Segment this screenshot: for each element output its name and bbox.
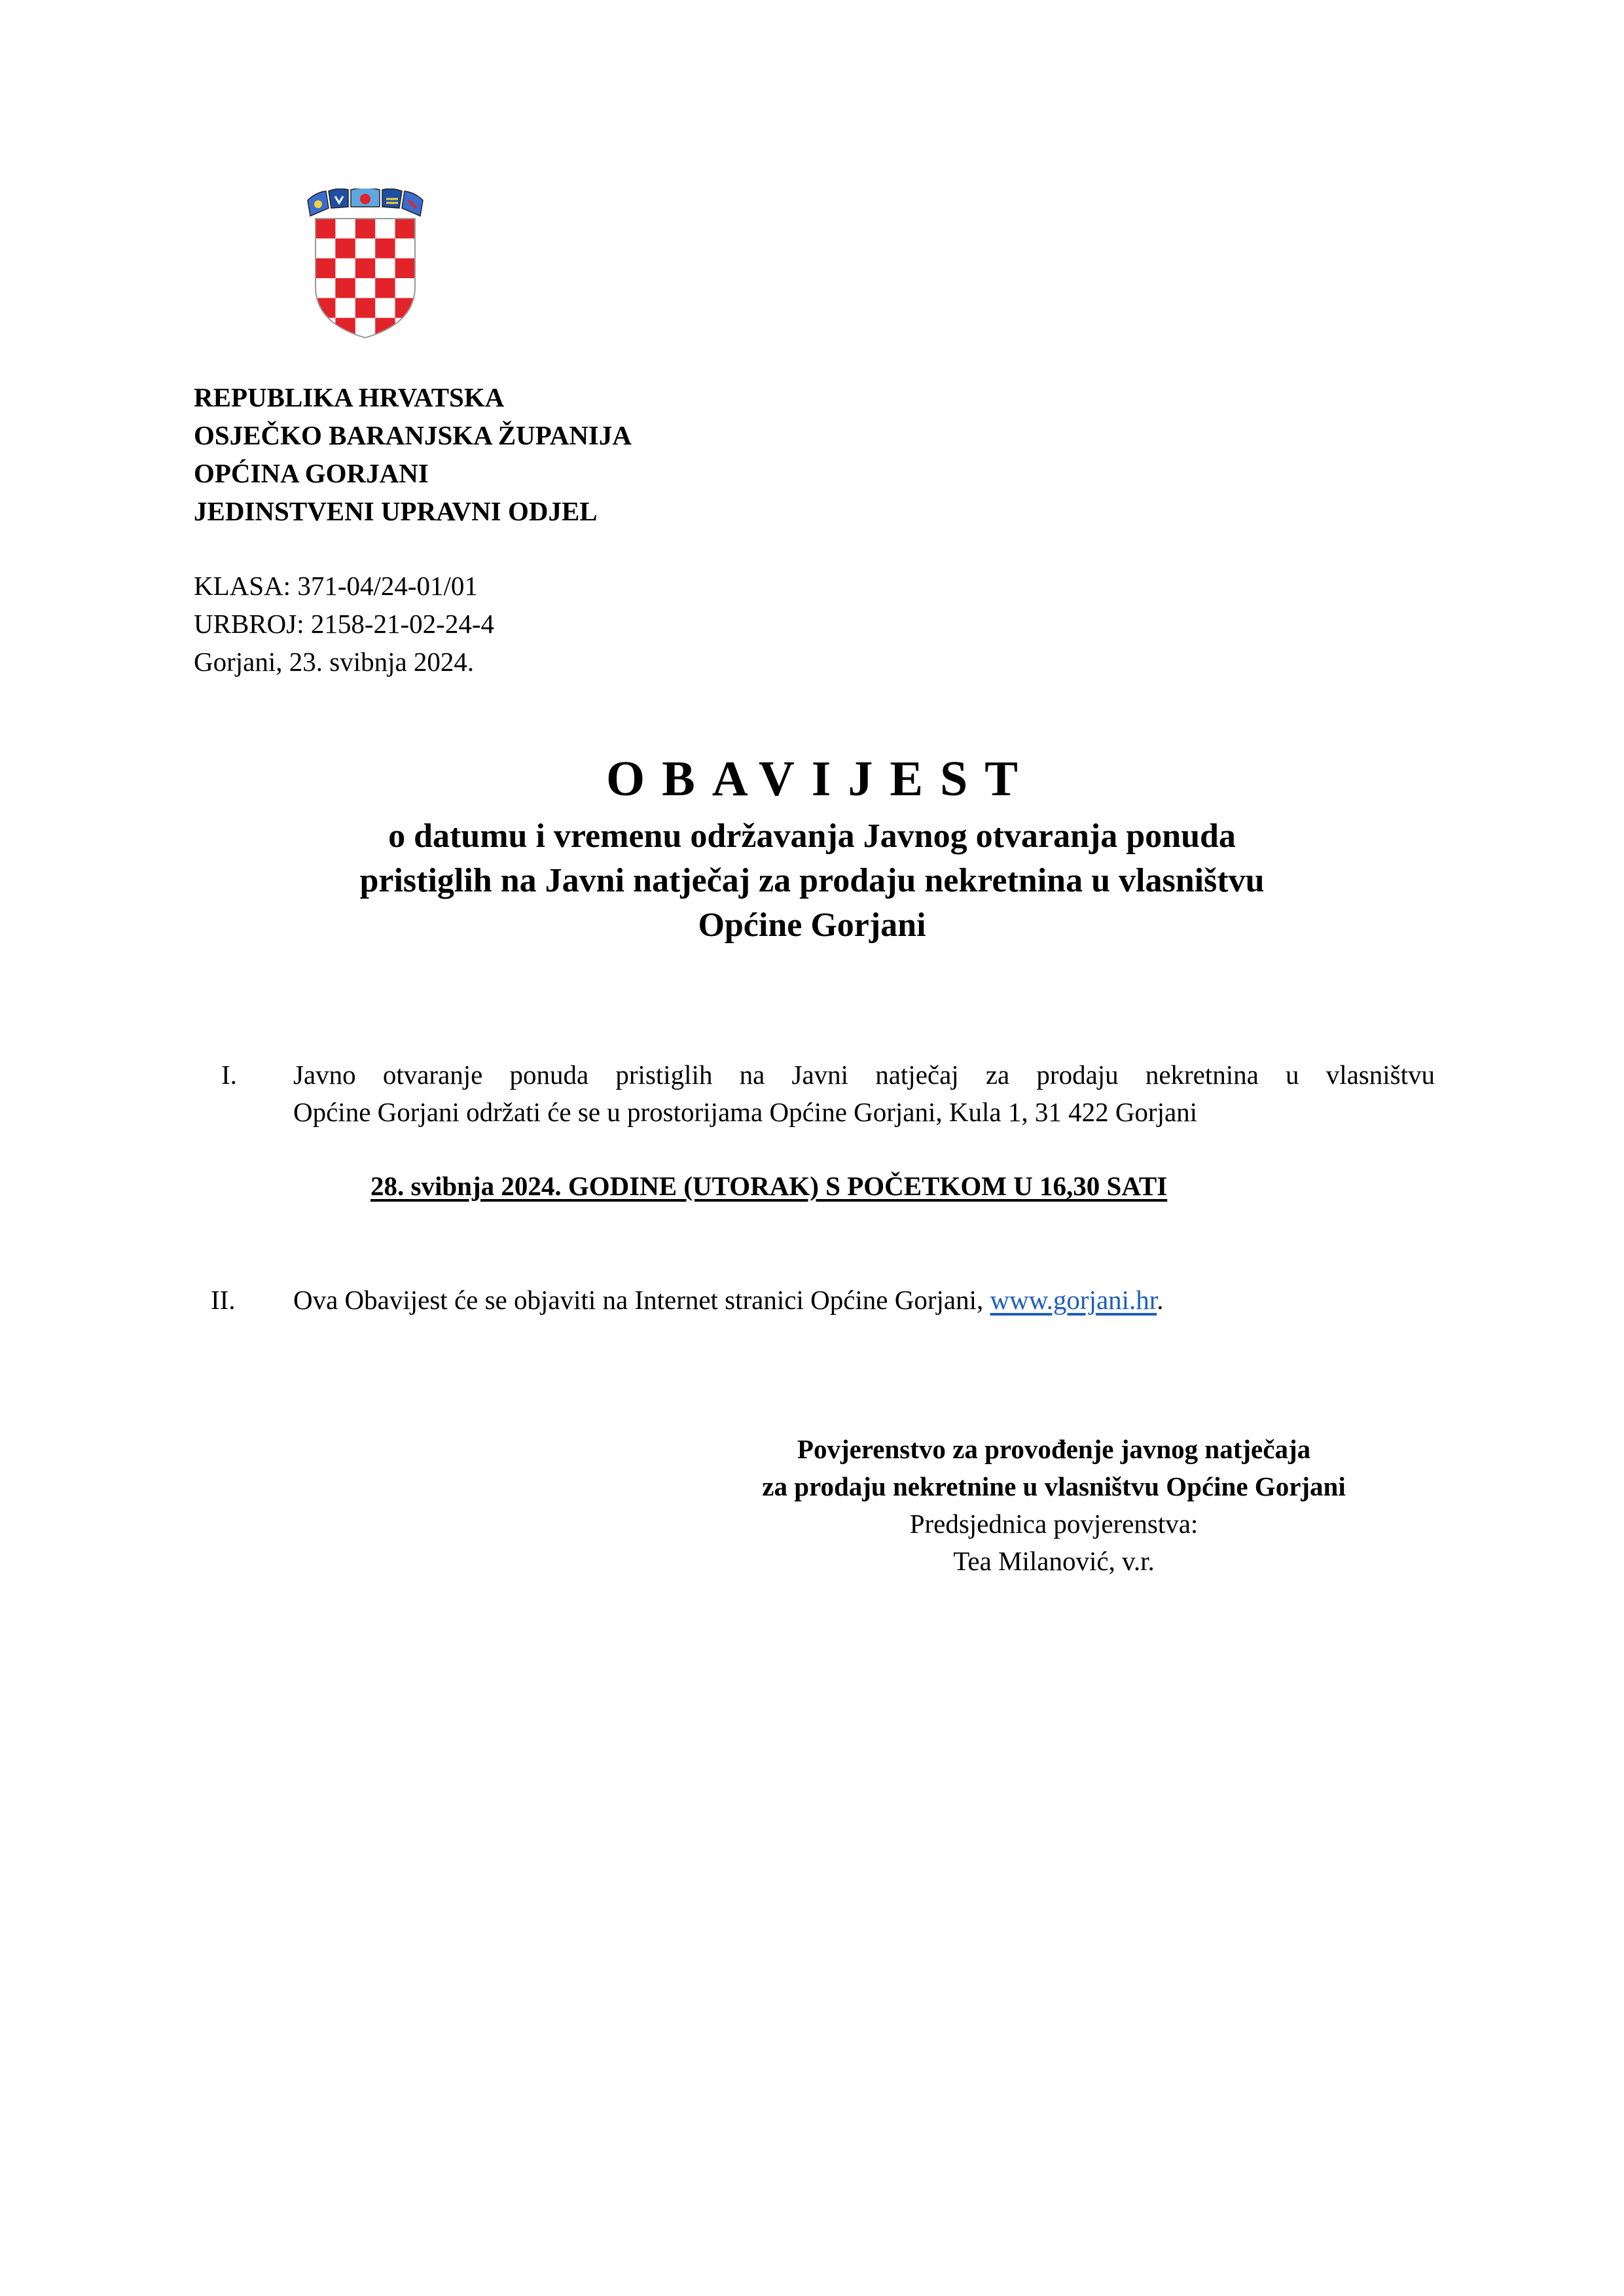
shield-check <box>375 238 395 259</box>
shield-check <box>355 219 376 239</box>
shield-check <box>395 219 416 239</box>
item-1-numeral: I. <box>221 1060 237 1090</box>
shield-check <box>375 278 395 298</box>
document-meta <box>194 567 494 681</box>
shield-check <box>335 259 355 279</box>
document-subtitle <box>0 814 1624 948</box>
item-2-text <box>293 1282 1163 1319</box>
issuer-header <box>194 378 632 530</box>
klasa-line: KLASA: 371-04/24-01/01 <box>194 571 478 601</box>
shield-check <box>316 278 336 298</box>
subtitle-line-2: pristiglih na Javni natječaj za prodaju nekretnina u vlasništvu <box>359 862 1265 899</box>
item-2-numeral: II. <box>211 1285 236 1315</box>
website-link[interactable]: www.gorjani.hr <box>990 1285 1157 1315</box>
header-municipality: OPĆINA GORJANI <box>194 458 429 488</box>
document-title: OBAVIJEST <box>605 751 1035 806</box>
shield-check <box>335 318 355 338</box>
shield-check <box>355 238 376 259</box>
shield-check <box>395 278 416 298</box>
shield-check <box>316 219 336 239</box>
item-2-period: . <box>1157 1285 1164 1315</box>
header-department: JEDINSTVENI UPRAVNI ODJEL <box>194 496 598 526</box>
shield-check <box>335 238 355 259</box>
crown-icon <box>308 188 423 216</box>
chair-name: Tea Milanović, v.r. <box>953 1546 1155 1576</box>
shield-check <box>375 259 395 279</box>
shield-check <box>395 318 416 338</box>
shield-check <box>375 318 395 338</box>
shield-check <box>375 298 395 318</box>
shield-check <box>316 318 336 338</box>
committee-line-2: za prodaju nekretnine u vlasništvu Općine Gorjani <box>762 1471 1346 1501</box>
signature-block <box>674 1431 1434 1580</box>
item-1-line-2: Općine Gorjani održati će se u prostorijama Općine Gorjani, Kula 1, 31 422 Gorjani <box>293 1097 1198 1127</box>
header-country: REPUBLIKA HRVATSKA <box>194 382 505 412</box>
shield-check <box>316 259 336 279</box>
shield-check <box>355 298 376 318</box>
subtitle-line-1: o datumu i vremenu održavanja Javnog otvaranja ponuda <box>388 817 1236 855</box>
item-2-body: Ova Obavijest će se objaviti na Internet stranici Općine Gorjani, <box>293 1285 990 1315</box>
shield-check <box>335 278 355 298</box>
shield-check <box>335 219 355 239</box>
opening-date-line: 28. svibnja 2024. GODINE (UTORAK) S POČETKOM U 16,30 SATI <box>370 1171 1168 1201</box>
header-county: OSJEČKO BARANJSKA ŽUPANIJA <box>194 420 632 450</box>
subtitle-line-3: Općine Gorjani <box>698 906 926 944</box>
chair-title: Predsjednica povjerenstva: <box>909 1509 1199 1539</box>
shield-check <box>316 238 336 259</box>
urbroj-line: URBROJ: 2158-21-02-24-4 <box>194 609 494 639</box>
shield-check <box>335 298 355 318</box>
shield-check <box>395 238 416 259</box>
item-1-line-1: Javno otvaranje ponuda pristiglih na Javni natječaj za prodaju nekretnina u vlasništvu <box>293 1060 1435 1090</box>
place-date-line: Gorjani, 23. svibnja 2024. <box>194 647 475 677</box>
shield-check <box>395 259 416 279</box>
shield-check <box>355 278 376 298</box>
shield-check <box>355 259 376 279</box>
shield-check <box>375 219 395 239</box>
coat-of-arms-emblem <box>306 188 424 340</box>
committee-line-1: Povjerenstvo za provođenje javnog natječaja <box>797 1434 1311 1464</box>
